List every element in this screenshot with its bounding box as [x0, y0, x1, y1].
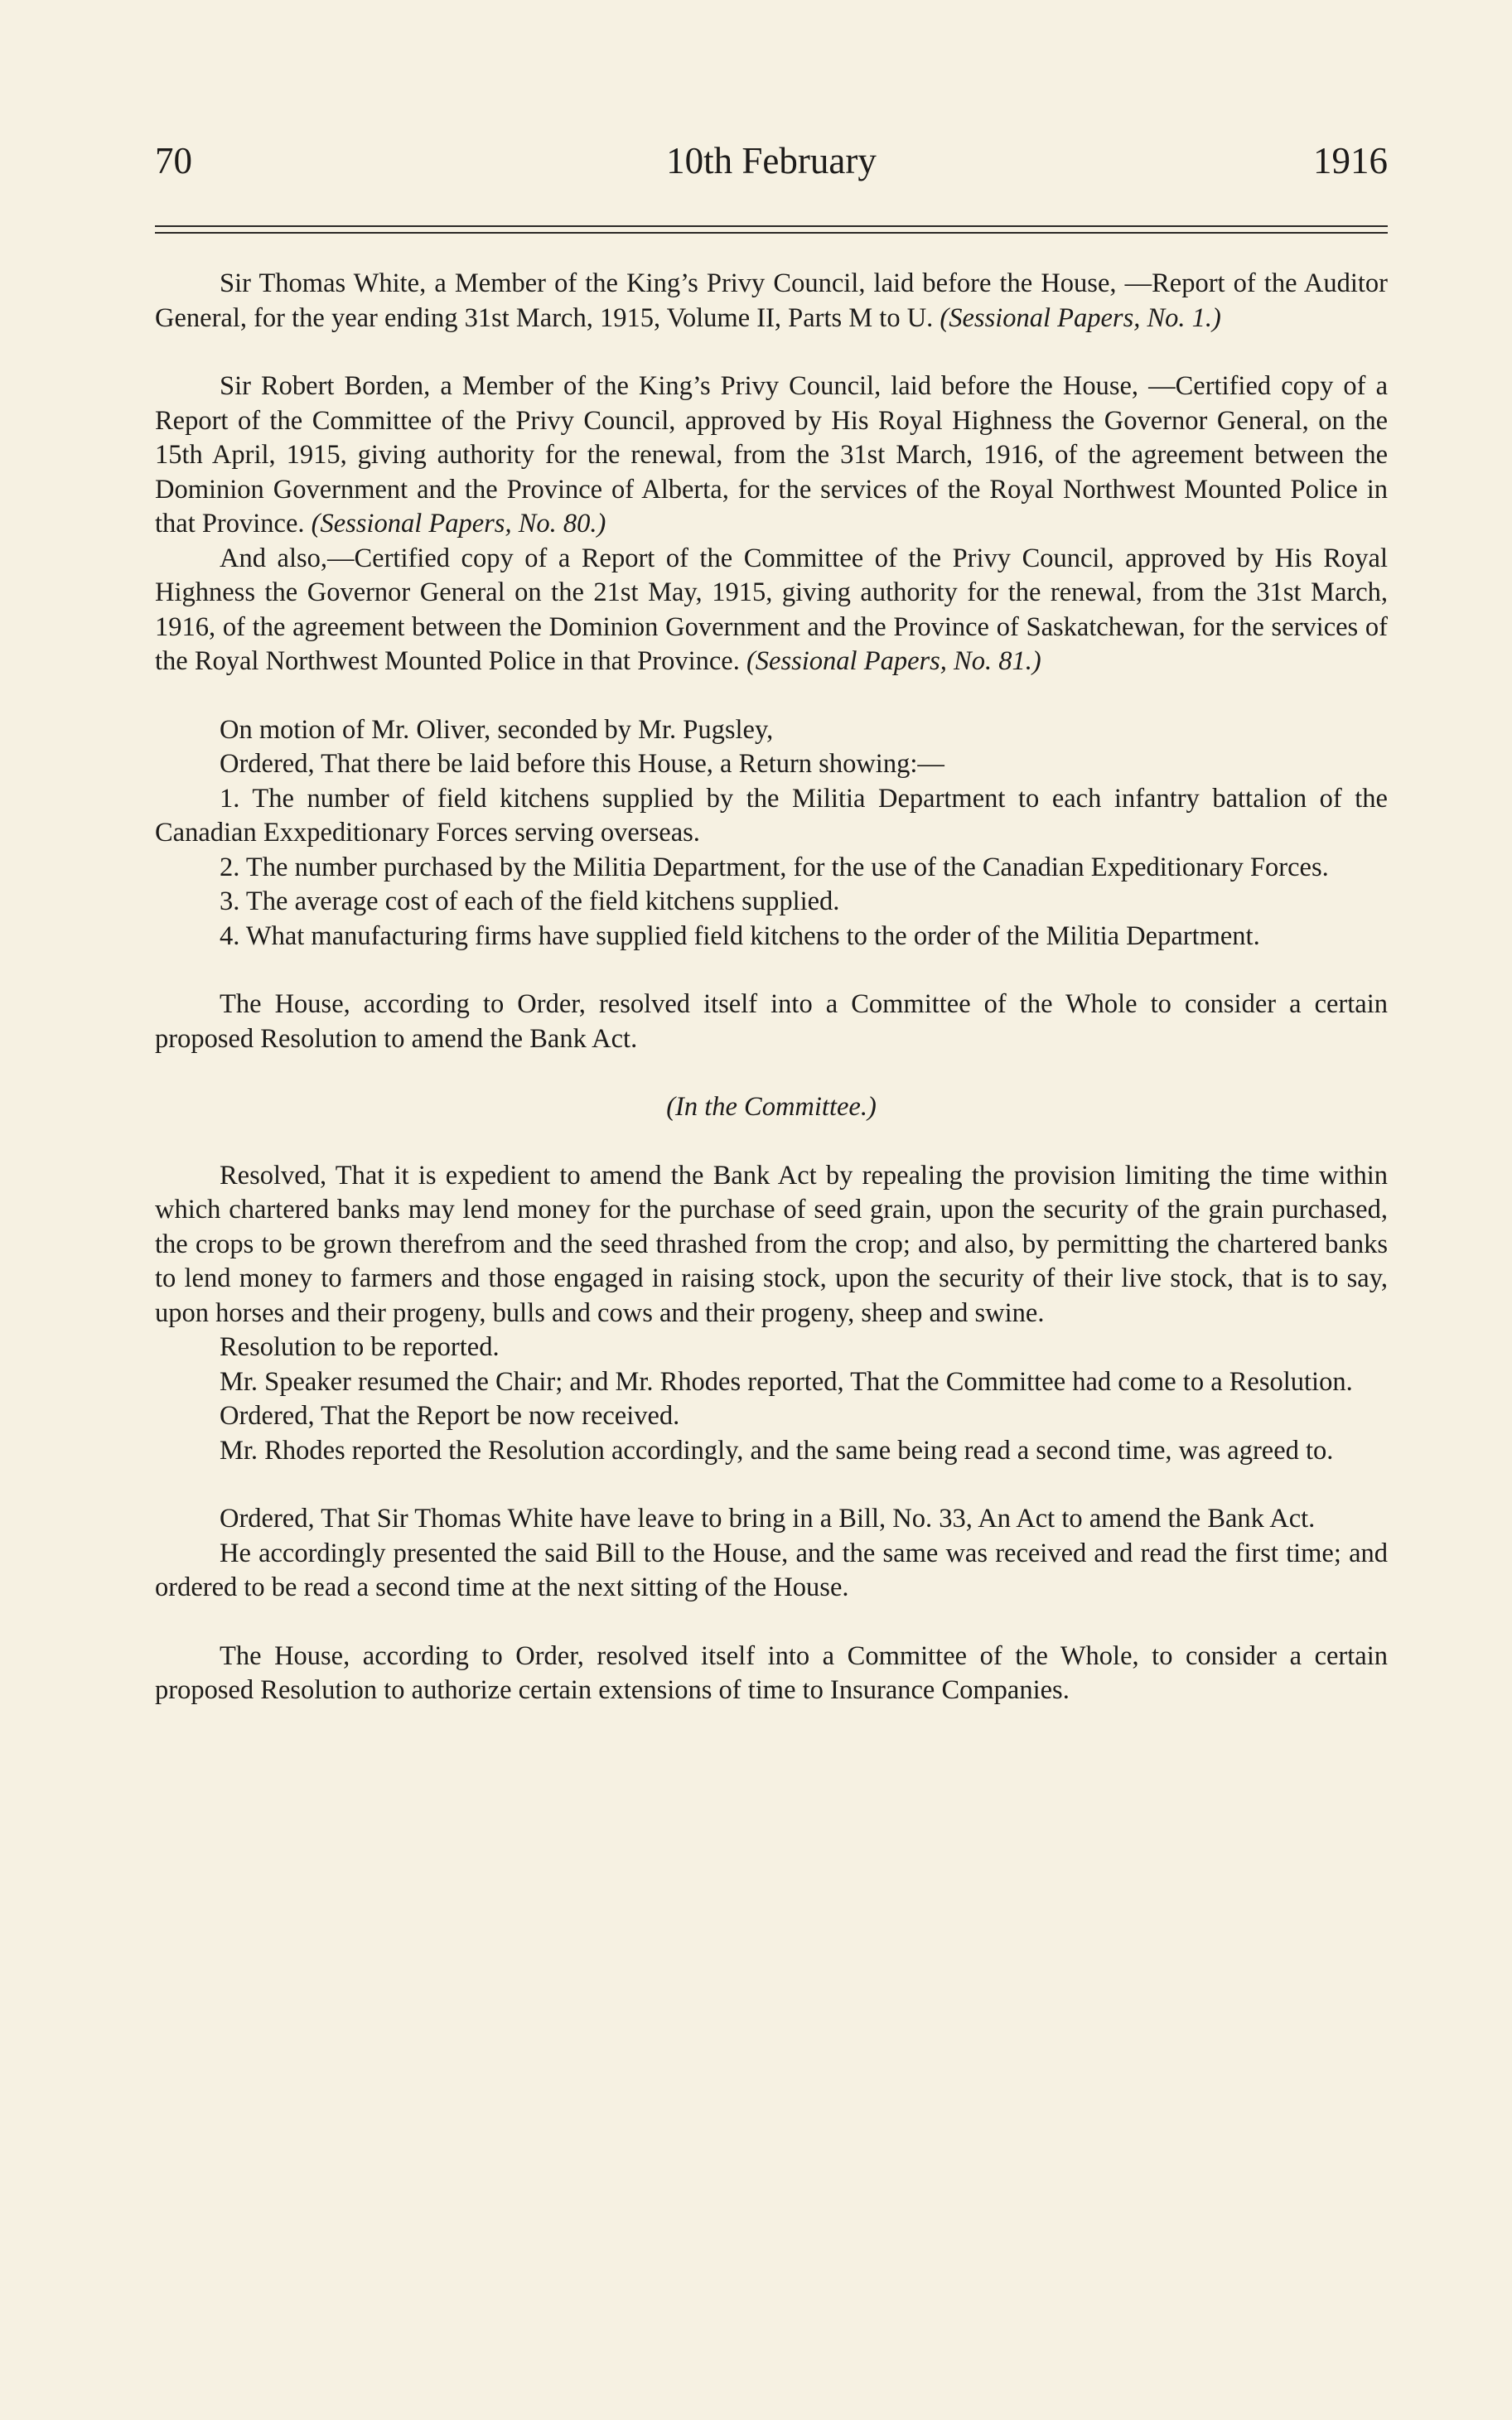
- paragraph-committee-insurance: The House, according to Order, resolved itself into a Committee of the Whole, to consider a certain proposed Resolution to authorize certain extensions of time to Insurance Companies.: [155, 1640, 1388, 1705]
- paragraph-saskatchewan-agreement: And also,—Certified copy of a Report of the Committee of the Privy Council, approved by His Royal Highness the Governor General on the 21st May, 1915, giving authority for the renewal, from the 31st March, 1916, of the agreement between the Dominion Government and the Province of Saskatchewan, for the services of the Royal Northwest Mounted Police in that Province. (Sessional Papers, No. 81.): [155, 543, 1388, 676]
- return-item-3: 3. The average cost of each of the field kitchens supplied.: [220, 886, 840, 916]
- return-item-2: 2. The number purchased by the Militia Department, for the use of the Canadian Expeditionary Forces.: [220, 852, 1329, 882]
- paragraph-report-received: Ordered, That the Report be now received.: [220, 1401, 680, 1431]
- paragraph-motion: On motion of Mr. Oliver, seconded by Mr. Pugsley,: [220, 714, 774, 745]
- page-header: [155, 139, 1388, 189]
- paragraph-auditor-report: Sir Thomas White, a Member of the King’s Privy Council, laid before the House, —Report of the Auditor General, for the year ending 31st March, 1915, Volume II, Parts M to U. (Sessional Papers, No. 1.): [155, 268, 1388, 333]
- sessional-paper-ref: (Sessional Papers, No. 80.): [311, 509, 606, 539]
- header-date: 10th February: [666, 140, 877, 181]
- return-item-4: 4. What manufacturing firms have supplied field kitchens to the order of the Militia Department.: [220, 920, 1260, 951]
- sessional-paper-ref: (Sessional Papers, No. 81.): [746, 646, 1041, 676]
- in-committee-heading: (In the Committee.): [666, 1092, 877, 1122]
- paragraph-ordered-return: Ordered, That there be laid before this House, a Return showing:—: [220, 749, 944, 779]
- page-number: 70: [155, 140, 192, 181]
- paragraph-resolved: Resolved, That it is expedient to amend the Bank Act by repealing the provision limiting the time within which chartered banks may lend money for the purchase of seed grain, upon the security of the grain purchased, the crops to be grown therefrom and the seed thrashed from the crop; and also, by permitting the chartered banks to lend money to farmers and those engaged in raising stock, upon the security of their live stock, that is to say, upon horses and their progeny, bulls and cows and their progeny, sheep and swine.: [155, 1160, 1388, 1328]
- paragraph-alberta-agreement: Sir Robert Borden, a Member of the King’s Privy Council, laid before the House, —Certified copy of a Report of the Committee of the Privy Council, approved by His Royal Highness the Governor General, on the 15th April, 1915, giving authority for the renewal, from the 31st March, 1916, of the agreement between the Dominion Government and the Province of Alberta, for the services of the Royal Northwest Mounted Police in that Province. (Sessional Papers, No. 80.): [155, 371, 1388, 539]
- paragraph-resolution-reported: Resolution to be reported.: [220, 1332, 500, 1362]
- sessional-paper-ref: (Sessional Papers, No. 1.): [940, 302, 1221, 333]
- paragraph-resolution-agreed: Mr. Rhodes reported the Resolution accordingly, and the same being read a second time, was agreed to.: [220, 1435, 1334, 1466]
- paragraph-bill-presented: He accordingly presented the said Bill to the House, and the same was received and read the first time; and ordered to be read a second time at the next sitting of the House.: [155, 1538, 1388, 1602]
- paragraph-speaker-resumed: Mr. Speaker resumed the Chair; and Mr. Rhodes reported, That the Committee had come to a Resolution.: [220, 1366, 1353, 1397]
- paragraph-bill-leave: Ordered, That Sir Thomas White have leave to bring in a Bill, No. 33, An Act to amend the Bank Act.: [220, 1504, 1316, 1534]
- header-double-rule: [155, 225, 1388, 234]
- journal-body: [155, 267, 1388, 1708]
- header-year: 1916: [1313, 140, 1388, 181]
- return-item-1: 1. The number of field kitchens supplied by the Militia Department to each infantry battalion of the Canadian Exxpeditionary Forces serving overseas.: [155, 783, 1388, 848]
- paragraph-committee-bank-act: The House, according to Order, resolved itself into a Committee of the Whole to consider a certain proposed Resolution to amend the Bank Act.: [155, 989, 1388, 1054]
